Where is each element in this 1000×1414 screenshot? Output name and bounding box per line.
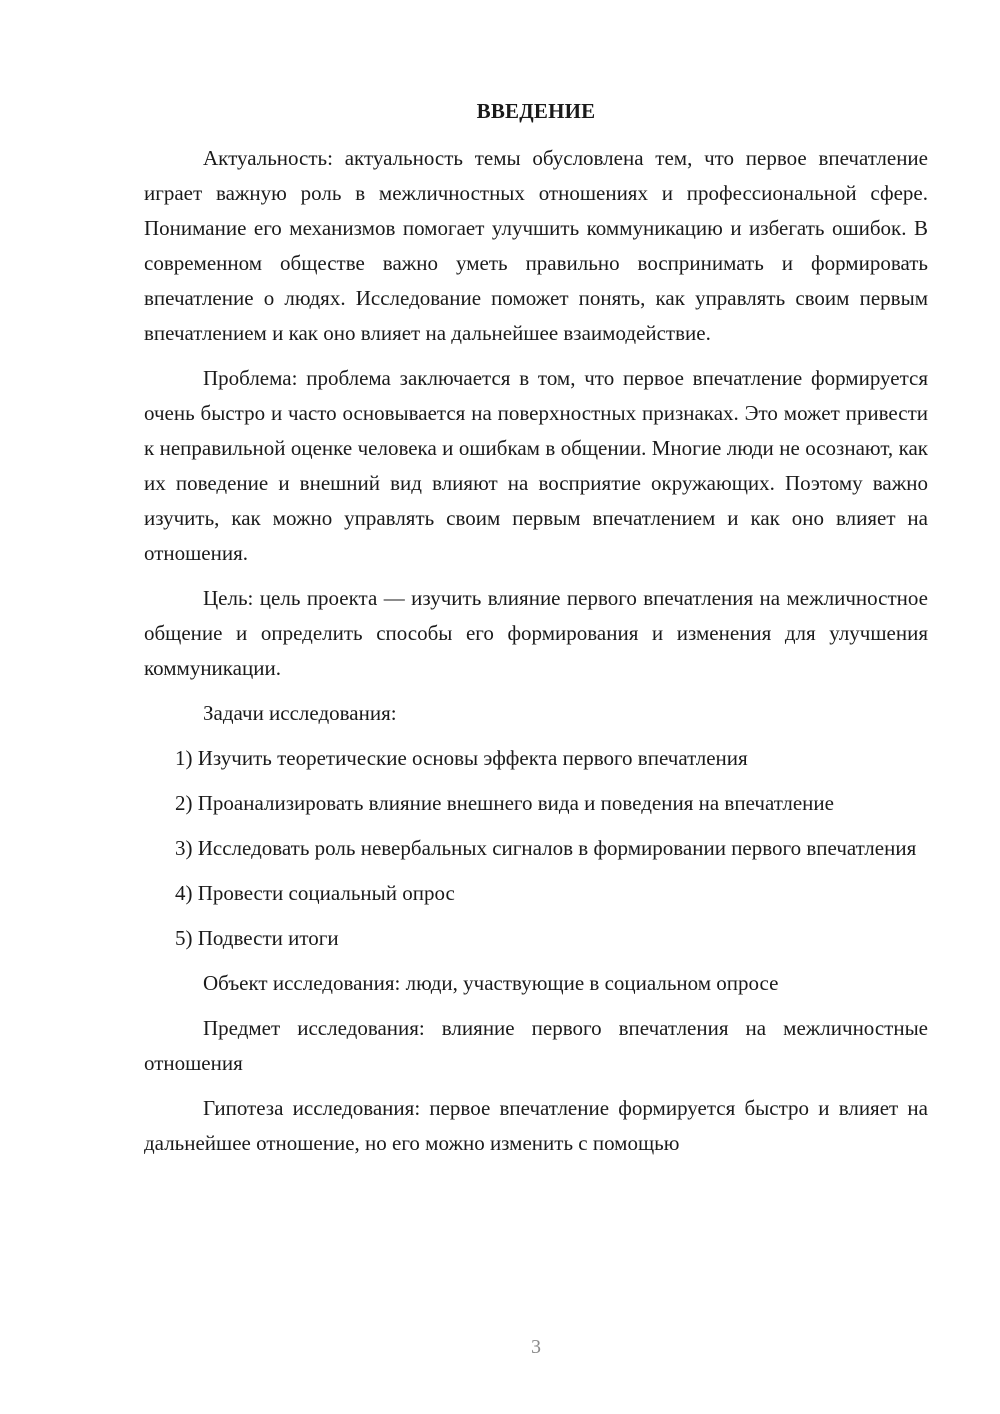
page-title: ВВЕДЕНИЕ: [476, 99, 596, 123]
problem-paragraph: Проблема: проблема заключается в том, что первое впечатление формируется очень быстро и часто основывается на поверхностных признаках. Это может привести к неправильной оценке человека и ошибкам в общении. Многие люди не осознают, как их поведение и внешний вид влияют на восприятие окружающих. Поэтому важно изучить, как можно управлять своим первым впечатлением и как оно влияет на отношения.: [144, 366, 928, 565]
tasks-list: [144, 741, 928, 956]
task-item: 3) Исследовать роль невербальных сигналов в формировании первого впечатления: [175, 836, 917, 860]
relevance-paragraph: Актуальность: актуальность темы обусловлена тем, что первое впечатление играет важную роль в межличностных отношениях и профессиональной сфере. Понимание его механизмов помогает улучшить коммуникацию и избегать ошибок. В современном обществе важно уметь правильно воспринимать и формировать впечатление о людях. Исследование поможет понять, как управлять своим первым впечатлением и как оно влияет на дальнейшее взаимодействие.: [144, 146, 928, 345]
page-number: 3: [531, 1336, 541, 1358]
tasks-heading: Задачи исследования:: [203, 701, 397, 725]
task-item: 2) Проанализировать влияние внешнего вида и поведения на впечатление: [175, 791, 834, 815]
task-item: 5) Подвести итоги: [175, 926, 339, 950]
task-item: 1) Изучить теоретические основы эффекта первого впечатления: [175, 746, 748, 770]
page-content: [144, 94, 928, 1171]
object-paragraph: Объект исследования: люди, участвующие в социальном опросе: [203, 971, 779, 995]
goal-paragraph: Цель: цель проекта — изучить влияние первого впечатления на межличностное общение и определить способы его формирования и изменения для улучшения коммуникации.: [144, 586, 928, 680]
task-item: 4) Провести социальный опрос: [175, 881, 455, 905]
subject-paragraph: Предмет исследования: влияние первого впечатления на межличностные отношения: [144, 1016, 928, 1075]
hypothesis-paragraph: Гипотеза исследования: первое впечатление формируется быстро и влияет на дальнейшее отношение, но его можно изменить с помощью: [144, 1096, 928, 1155]
